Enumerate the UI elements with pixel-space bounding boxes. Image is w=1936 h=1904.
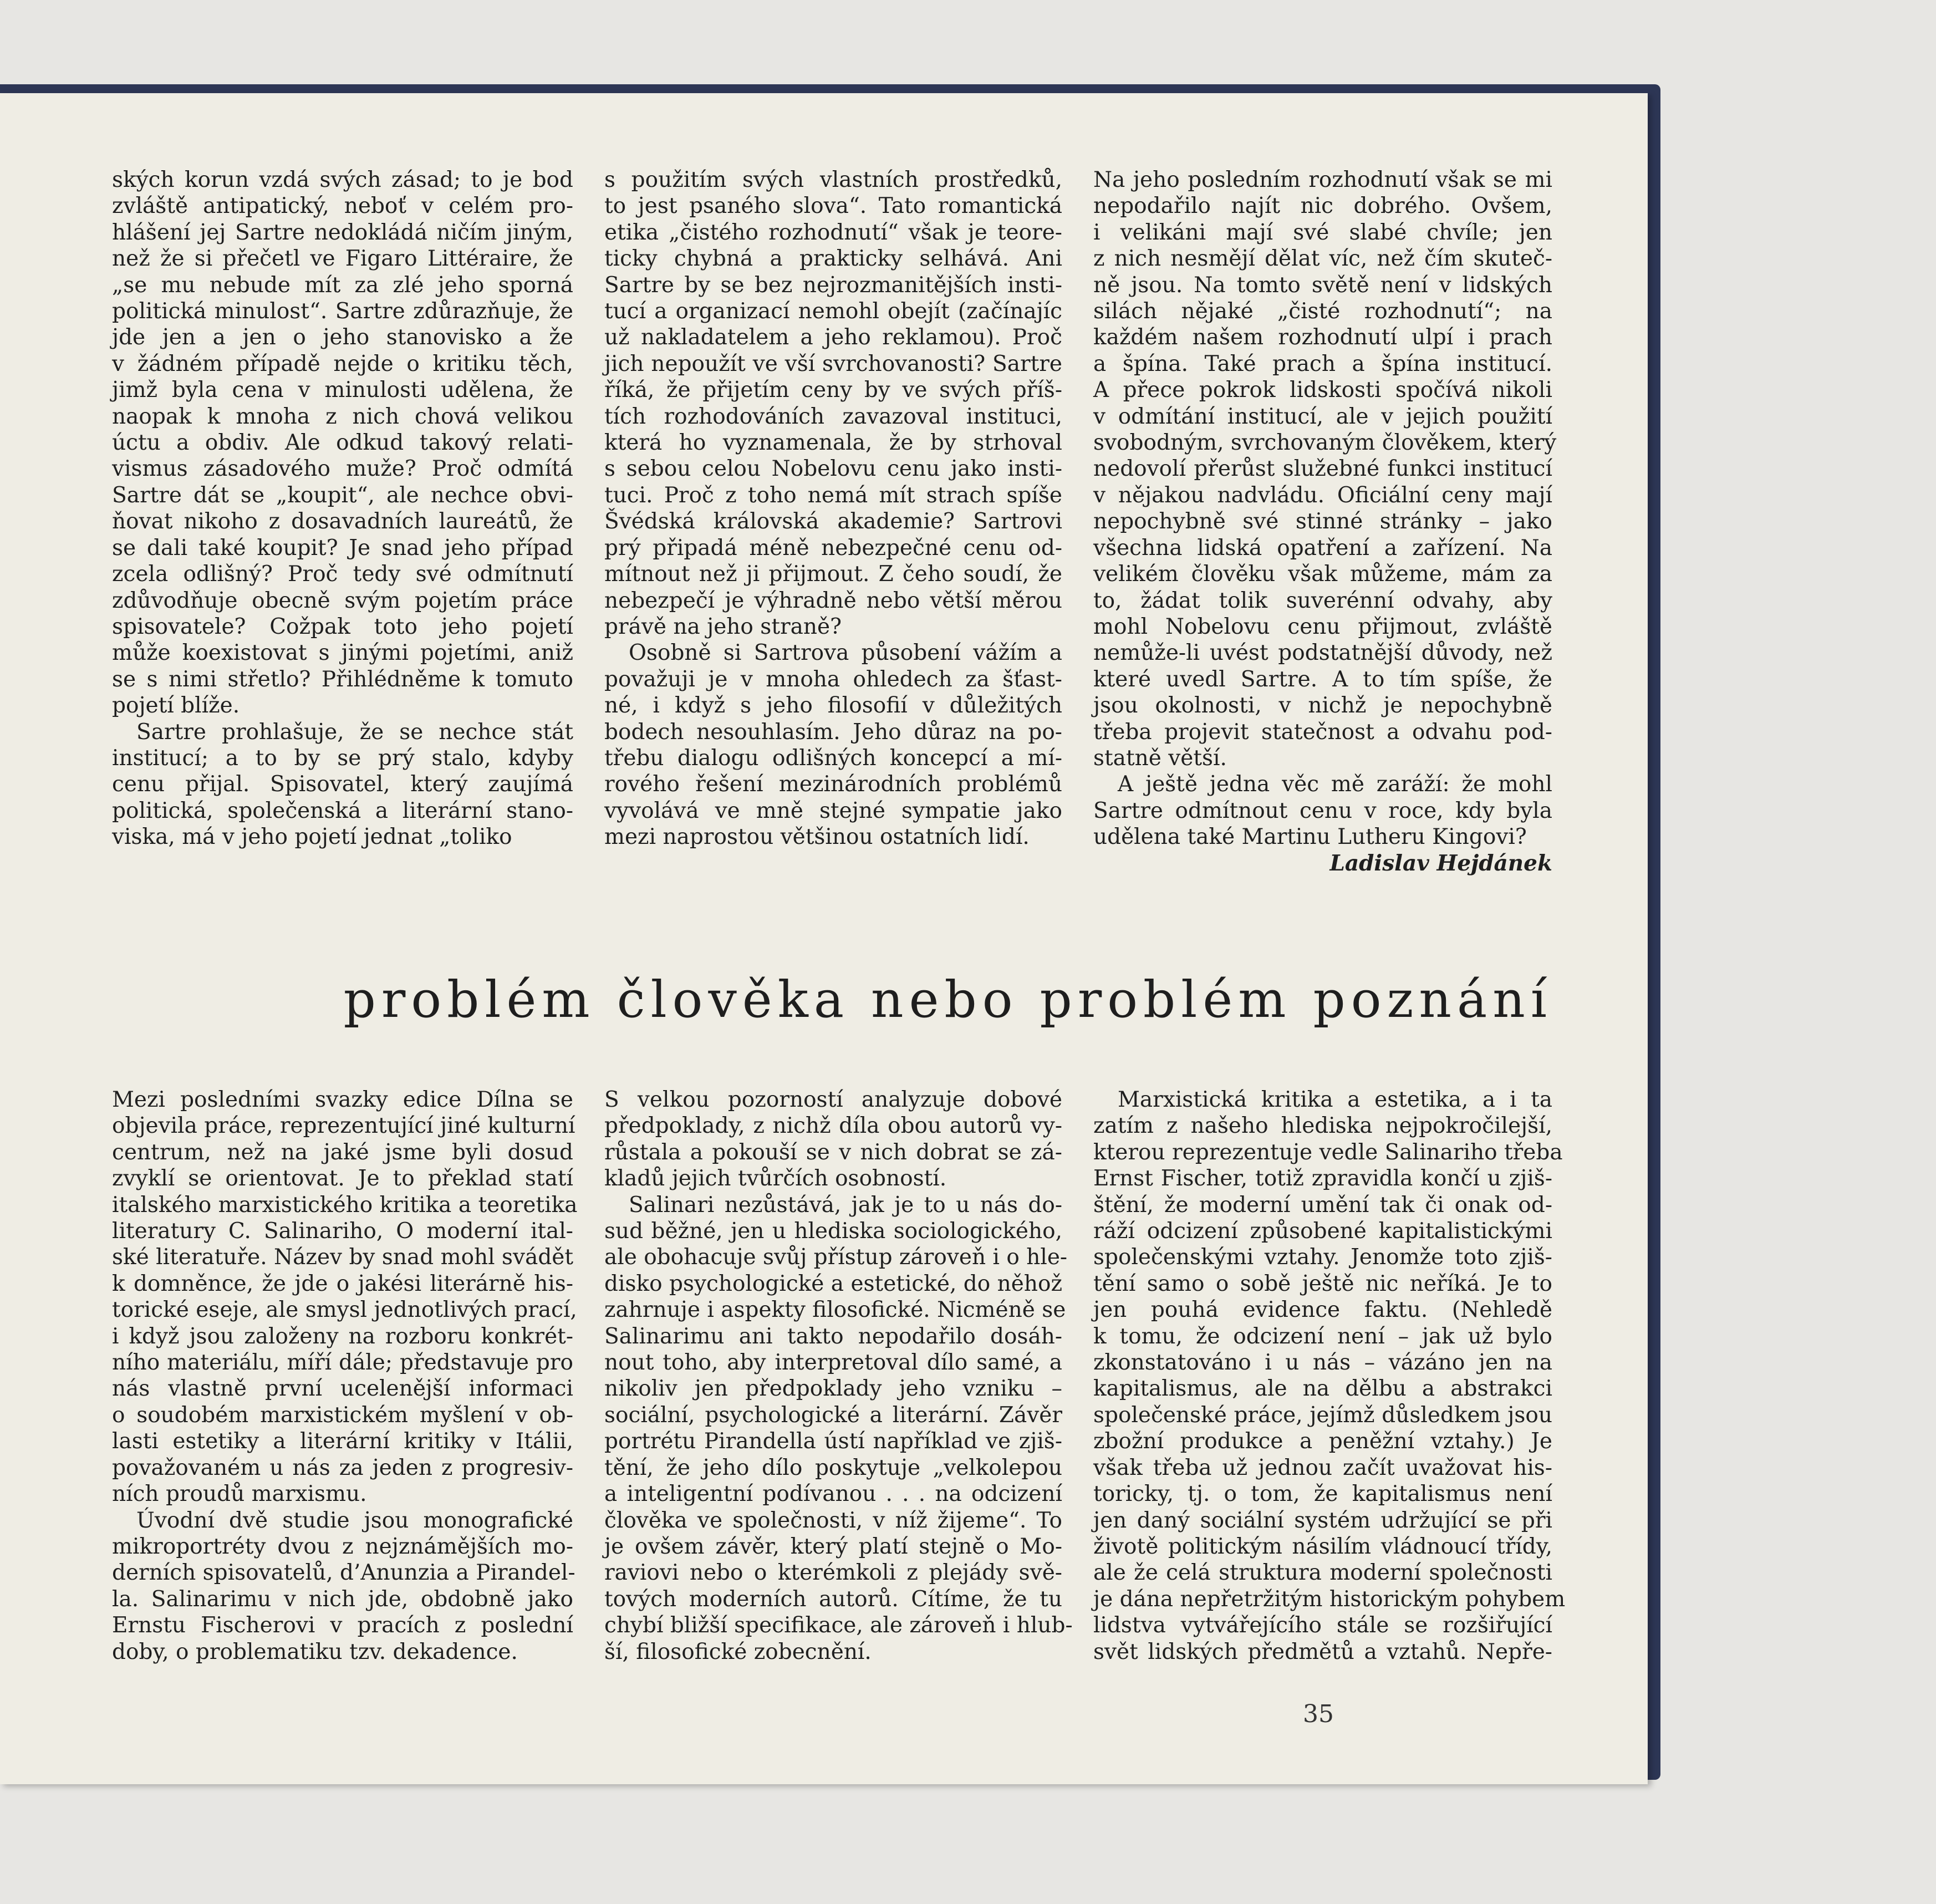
text-line: Mezi posledními svazky edice Dílna se — [112, 1087, 573, 1112]
article-heading: problém člověka nebo problém poznání — [343, 971, 1552, 1029]
text-line: a inteligentní podívanou . . . na odcizení — [604, 1482, 1062, 1507]
text-line: jimž byla cena v minulosti udělena, že — [112, 378, 573, 403]
bottom-column-3 — [1093, 1087, 1566, 1665]
text-line: s sebou celou Nobelovu cenu jako insti- — [604, 456, 1062, 482]
text-line: je ovšem závěr, který platí stejně o Mo- — [604, 1534, 1062, 1559]
text-line: kterou reprezentuje vedle Salinariho třeba — [1093, 1139, 1563, 1165]
text-line: chybí bližší specifikace, ale zároveň i hlub- — [604, 1613, 1073, 1638]
bottom-column-1 — [112, 1087, 578, 1665]
text-line: pojetí blíže. — [112, 693, 240, 719]
text-line: ší, filosofické zobecnění. — [604, 1639, 872, 1664]
text-line: ale obohacuje svůj přístup zároveň i o hle- — [604, 1245, 1068, 1270]
text-line: Ernst Fischer, totiž zpravidla končí u zjiš- — [1093, 1166, 1552, 1192]
text-line: Na jeho posledním rozhodnutí však se mi — [1093, 167, 1552, 192]
text-line: Osobně si Sartrova působení vážím a — [629, 640, 1062, 666]
text-line: společenské práce, jejímž důsledkem jsou — [1093, 1402, 1552, 1428]
text-line: portrétu Pirandella ústí například ve zjiš- — [604, 1429, 1062, 1454]
text-line: zkonstatováno i u nás – vázáno jen na — [1093, 1350, 1552, 1376]
text-line: politická, společenská a literární stano- — [112, 798, 573, 823]
top-column-1 — [112, 167, 573, 851]
text-line: v žádném případě nejde o kritiku těch, — [112, 351, 573, 376]
text-line: Švédská královská akademie? Sartrovi — [604, 509, 1062, 534]
text-line: se dali také koupit? Je snad jeho případ — [112, 535, 573, 561]
text-line: nout toho, aby interpretoval dílo samé, a — [604, 1350, 1062, 1376]
text-line: ráží odcizení způsobené kapitalistickými — [1093, 1219, 1552, 1244]
text-line: disko psychologické a estetické, do něhož — [604, 1271, 1062, 1296]
text-line: životě politickým násilím vládnoucí třídy, — [1093, 1534, 1552, 1559]
text-line: i velikáni mají své slabé chvíle; jen — [1093, 220, 1552, 245]
text-line: které uvedl Sartre. A to tím spíše, že — [1093, 666, 1552, 692]
text-line: úctu a obdiv. Ale odkud takový relati- — [112, 430, 573, 456]
text-line: jde jen a jen o jeho stanovisko a že — [112, 325, 573, 350]
text-line: nepochybně své stinné stránky – jako — [1093, 509, 1552, 534]
text-line: Marxistická kritika a estetika, a i ta — [1118, 1087, 1552, 1112]
bottom-column-2 — [604, 1087, 1073, 1665]
text-line: považuji je v mnoha ohledech za šťast- — [604, 666, 1062, 692]
text-line: „se mu nebude mít za zlé jeho sporná — [112, 272, 573, 298]
text-line: v odmítání institucí, ale v jejich použití — [1093, 404, 1552, 429]
text-line: lasti estetiky a literární kritiky v Itálii, — [112, 1429, 573, 1454]
text-line: nedovolí přerůst služebné funkci institucí — [1093, 456, 1552, 482]
text-line: nebezpečí je výhradně nebo větší měrou — [604, 588, 1062, 613]
text-line: s použitím svých vlastních prostředků, — [604, 167, 1062, 192]
top-column-3 — [1093, 167, 1557, 877]
text-line: jen daný sociální systém udržující se při — [1093, 1508, 1552, 1533]
text-line: štění, že moderní umění tak či onak od- — [1093, 1192, 1552, 1218]
text-line: Salinari nezůstává, jak je to u nás do- — [629, 1192, 1062, 1218]
text-line: zdůvodňuje obecně svým pojetím práce — [112, 588, 573, 613]
text-line: ňovat nikoho z dosavadních laureátů, že — [112, 509, 573, 534]
text-line: jsou okolnosti, v nichž je nepochybně — [1093, 693, 1552, 719]
text-line: se s nimi střetlo? Přihlédněme k tomuto — [112, 666, 573, 692]
text-line: považovaném u nás za jeden z progresiv- — [112, 1455, 573, 1480]
text-line: jen pouhá evidence faktu. (Nehledě — [1093, 1297, 1552, 1323]
text-line: už nakladatelem a jeho reklamou). Proč — [604, 325, 1062, 350]
text-line: mítnout než ji přijmout. Z čeho soudí, že — [604, 562, 1062, 587]
text-line: Sartre dát se „koupit“, ale nechce obvi- — [112, 482, 573, 508]
text-line: S velkou pozorností analyzuje dobové — [604, 1087, 1062, 1112]
text-line: k tomu, že odcizení není – jak už bylo — [1093, 1323, 1552, 1349]
text-line: Salinarimu ani takto nepodařilo dosáh- — [604, 1323, 1062, 1349]
text-line: a špína. Také prach a špína institucí. — [1093, 351, 1552, 376]
text-line: kladů jejich tvůrčích osobností. — [604, 1166, 947, 1192]
text-line: to jest psaného slova“. Tato romantická — [604, 194, 1062, 219]
book-page — [0, 93, 1648, 1784]
text-line: centrum, než na jaké jsme byli dosud — [112, 1139, 573, 1165]
text-line: hlášení jej Sartre nedokládá ničím jiným, — [112, 220, 573, 245]
text-line: k domněnce, že jde o jakési literárně his- — [112, 1271, 573, 1296]
text-line: ale že celá struktura moderní společnosti — [1093, 1560, 1552, 1586]
text-line: právě na jeho straně? — [604, 614, 842, 639]
text-line: raviovi nebo o kterémkoli z plejády svě- — [604, 1560, 1062, 1586]
text-line: statně větší. — [1093, 745, 1227, 771]
text-line: i když jsou založeny na rozboru konkrét- — [112, 1323, 573, 1349]
text-line: každém našem rozhodnutí ulpí i prach — [1093, 325, 1552, 350]
text-line: která ho vyznamenala, že by strhoval — [604, 430, 1062, 456]
text-line: nikoliv jen předpoklady jeho vzniku – — [604, 1376, 1062, 1402]
text-line: sud běžné, jen u hlediska sociologického, — [604, 1219, 1062, 1244]
text-line: v nějakou nadvládu. Oficiální ceny mají — [1093, 482, 1552, 508]
text-line: prý připadá méně nebezpečné cenu od- — [604, 535, 1062, 561]
text-line: tích rozhodováních zavazoval instituci, — [604, 404, 1062, 429]
text-line: bodech nesouhlasím. Jeho důraz na po- — [604, 719, 1062, 745]
text-line: Sartre odmítnout cenu v roce, kdy byla — [1093, 798, 1552, 823]
text-line: ních proudů marxismu. — [112, 1482, 367, 1507]
text-line: ských korun vzdá svých zásad; to je bod — [112, 167, 573, 192]
text-line: institucí; a to by se prý stalo, kdyby — [112, 745, 573, 771]
text-line: nás vlastně první ucelenější informaci — [112, 1376, 573, 1402]
author-signature: Ladislav Hejdánek — [1329, 850, 1552, 876]
text-line: třebu dialogu odlišných koncepcí a mí- — [604, 745, 1062, 771]
text-line: etika „čistého rozhodnutí“ však je teore- — [604, 220, 1062, 245]
text-line: doby, o problematiku tzv. dekadence. — [112, 1639, 518, 1664]
text-line: vyvolává ve mně stejné sympatie jako — [604, 798, 1062, 823]
text-line: zahrnuje i aspekty filosofické. Nicméně se — [604, 1297, 1066, 1323]
text-line: tových moderních autorů. Cítíme, že tu — [604, 1586, 1062, 1612]
top-column-2 — [604, 167, 1062, 851]
text-line: udělena také Martinu Lutheru Kingovi? — [1093, 824, 1527, 850]
text-line: silách nějaké „čisté rozhodnutí“; na — [1093, 299, 1552, 324]
text-line: to, žádat tolik suverénní odvahy, aby — [1093, 588, 1552, 613]
text-line: mikroportréty dvou z nejznámějších mo- — [112, 1534, 573, 1559]
text-line: italského marxistického kritika a teoretika — [112, 1192, 578, 1218]
text-line: né, i když s jeho filosofií v důležitých — [604, 693, 1062, 719]
text-line: všechna lidská opatření a zařízení. Na — [1093, 535, 1552, 561]
text-line: torické eseje, ale smysl jednotlivých prací, — [112, 1297, 577, 1323]
text-line: svobodným, svrchovaným člověkem, který — [1093, 430, 1557, 456]
text-line: A přece pokrok lidskosti spočívá nikoli — [1093, 378, 1552, 403]
text-line: předpoklady, z nichž díla obou autorů vy- — [604, 1113, 1062, 1139]
text-line: literatury C. Salinariho, O moderní ital- — [112, 1219, 573, 1244]
text-line: nepodařilo najít nic dobrého. Ovšem, — [1093, 194, 1552, 219]
text-line: zvláště antipatický, neboť v celém pro- — [112, 194, 573, 219]
text-line: zatím z našeho hlediska nejpokročilejší, — [1093, 1113, 1552, 1139]
text-line: z nich nesmějí dělat víc, než čím skuteč- — [1093, 246, 1552, 272]
text-line: vismus zásadového muže? Proč odmítá — [112, 456, 573, 482]
text-line: tuci. Proč z toho nemá mít strach spíše — [604, 482, 1062, 508]
text-line: Sartre by se bez nejrozmanitějších insti- — [604, 272, 1062, 298]
text-line: kapitalismus, ale na dělbu a abstrakci — [1093, 1376, 1552, 1402]
text-line: Ernstu Fischerovi v pracích z poslední — [112, 1613, 573, 1638]
text-line: lidstva vytvářejícího stále se rozšiřující — [1093, 1613, 1552, 1638]
text-line: společenskými vztahy. Jenomže toto zjiš- — [1093, 1245, 1552, 1270]
text-line: A ještě jedna věc mě zaráží: že mohl — [1118, 772, 1552, 797]
text-line: objevila práce, reprezentující jiné kulturní — [112, 1113, 575, 1139]
text-line: než že si přečetl ve Figaro Littéraire, že — [112, 246, 573, 272]
text-line: třeba projevit statečnost a odvahu pod- — [1093, 719, 1552, 745]
text-line: ního materiálu, míří dále; představuje pro — [112, 1350, 573, 1376]
text-line: tění, že jeho dílo poskytuje „velkolepou — [604, 1455, 1062, 1480]
text-line: velikém člověku však můžeme, mám za — [1093, 562, 1552, 587]
text-line: sociální, psychologické a literární. Závěr — [604, 1402, 1062, 1428]
text-line: nemůže-li uvést podstatnější důvody, než — [1093, 640, 1552, 666]
text-line: cenu přijal. Spisovatel, který zaujímá — [112, 772, 573, 797]
text-line: říká, že přijetím ceny by ve svých příš- — [604, 378, 1062, 403]
text-line: ticky chybná a prakticky selhává. Ani — [604, 246, 1062, 272]
text-line: zbožní produkce a peněžní vztahy.) Je — [1093, 1429, 1552, 1454]
page-number: 35 — [1303, 1700, 1334, 1728]
text-line: zvyklí se orientovat. Je to překlad statí — [112, 1166, 573, 1192]
text-line: toricky, tj. o tom, že kapitalismus není — [1093, 1482, 1552, 1507]
text-line: Úvodní dvě studie jsou monografické — [136, 1508, 573, 1533]
text-line: může koexistovat s jinými pojetími, aniž — [112, 640, 573, 666]
text-line: politická minulost“. Sartre zdůrazňuje, že — [112, 299, 573, 324]
text-line: růstala a pokouší se v nich dobrat se zá- — [604, 1139, 1062, 1165]
text-line: tění samo o sobě ještě nic neříká. Je to — [1093, 1271, 1552, 1296]
text-line: však třeba už jednou začít uvažovat his- — [1093, 1455, 1552, 1480]
text-line: mezi naprostou většinou ostatních lidí. — [604, 824, 1030, 850]
text-line: viska, má v jeho pojetí jednat „toliko — [112, 824, 512, 850]
text-line: o soudobém marxistickém myšlení v ob- — [112, 1402, 573, 1428]
text-line: derních spisovatelů, d’Anunzia a Pirandel- — [112, 1560, 575, 1586]
text-line: zcela odlišný? Proč tedy své odmítnutí — [112, 562, 573, 587]
text-line: jich nepoužít ve vší svrchovanosti? Sartre — [604, 351, 1062, 376]
text-line: svět lidských předmětů a vztahů. Nepře- — [1093, 1639, 1552, 1664]
text-line: Sartre prohlašuje, že se nechce stát — [136, 719, 573, 745]
text-line: spisovatele? Cožpak toto jeho pojetí — [112, 614, 573, 639]
text-line: naopak k mnoha z nich chová velikou — [112, 404, 573, 429]
text-line: tucí a organizací nemohl obejít (začínajíc — [604, 299, 1062, 324]
text-line: je dána nepřetržitým historickým pohybem — [1093, 1586, 1566, 1612]
text-line: rového řešení mezinárodních problémů — [604, 772, 1062, 797]
text-line: ské literatuře. Název by snad mohl svádět — [112, 1245, 574, 1270]
text-line: mohl Nobelovu cenu přijmout, zvláště — [1093, 614, 1552, 639]
text-line: la. Salinarimu v nich jde, obdobně jako — [112, 1586, 573, 1612]
text-line: člověka ve společnosti, v níž žijeme“. To — [604, 1508, 1062, 1533]
text-line: ně jsou. Na tomto světě není v lidských — [1093, 272, 1552, 298]
